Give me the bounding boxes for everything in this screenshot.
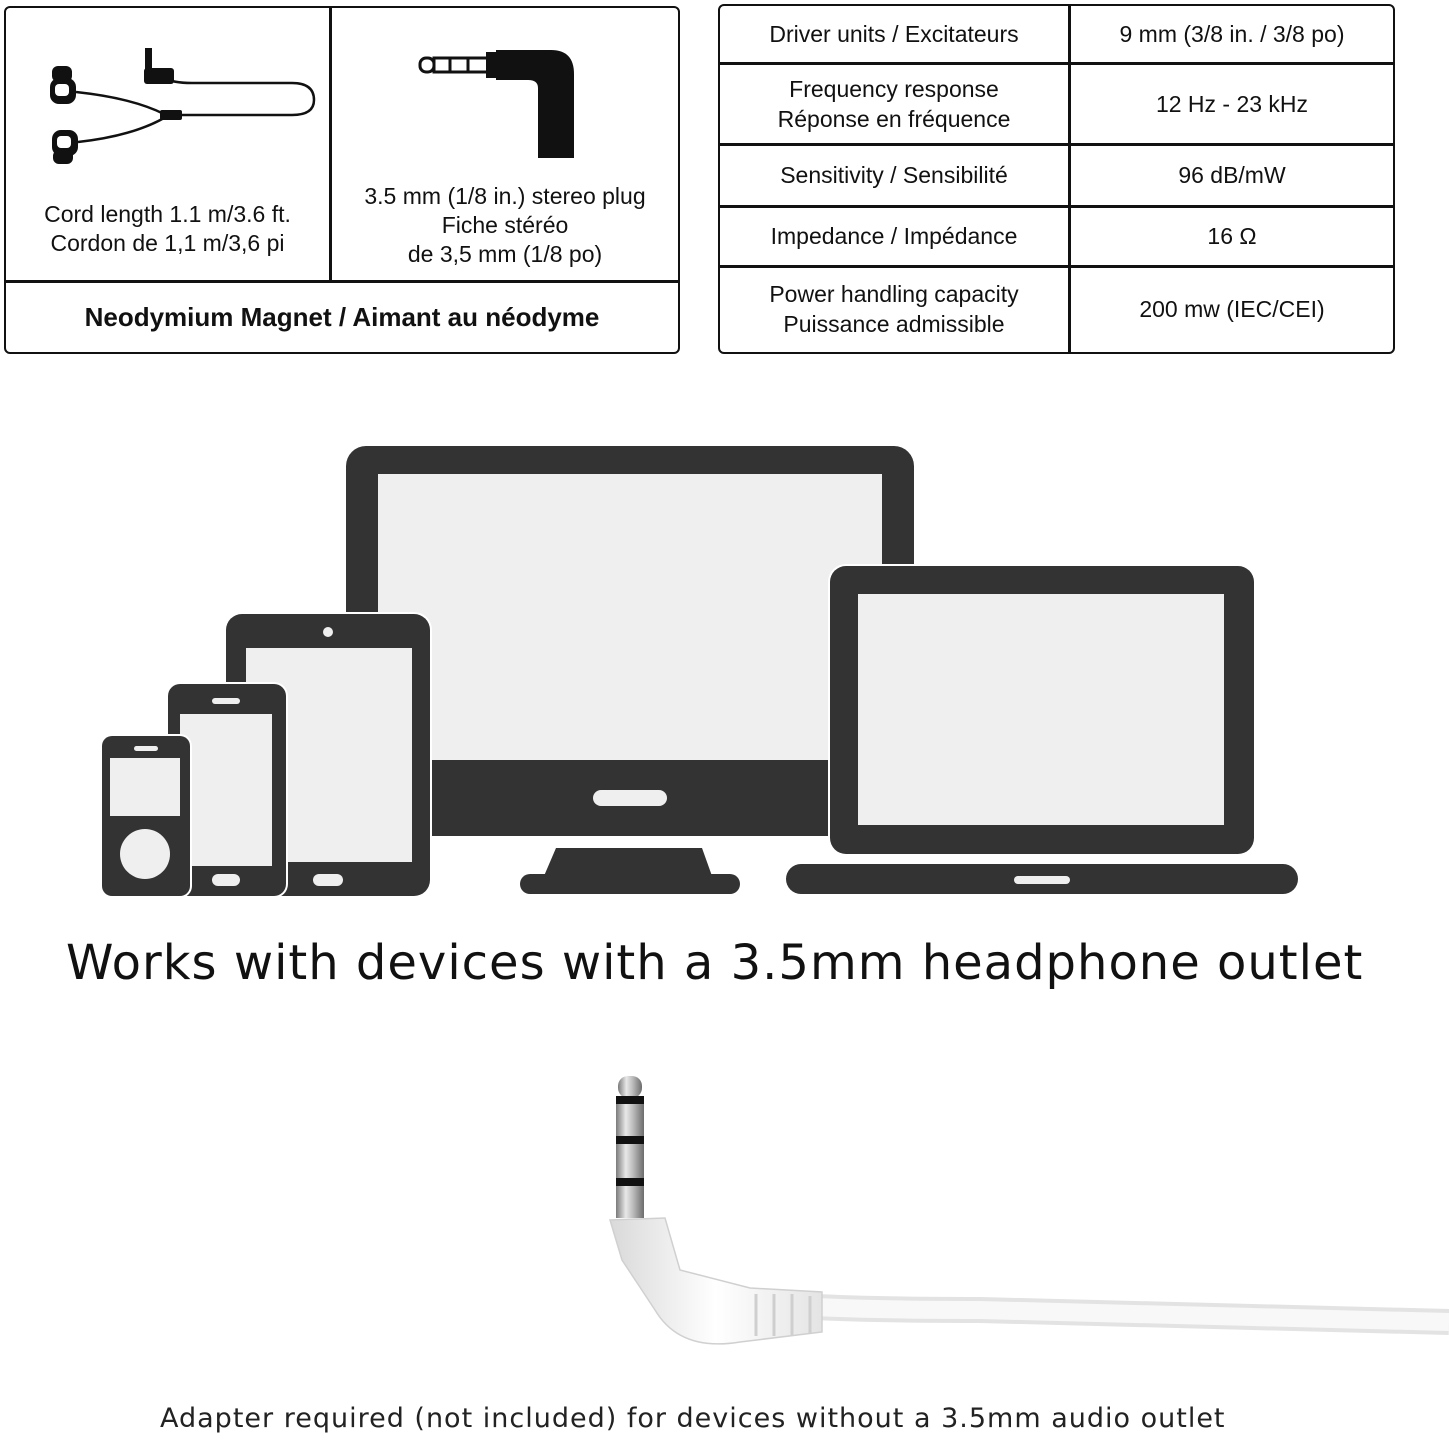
audio-jack-icon	[560, 1060, 1449, 1360]
media-player-icon	[100, 734, 192, 898]
compatibility-headline: Works with devices with a 3.5mm headphone outlet	[66, 935, 1364, 991]
cord-length-text	[6, 200, 329, 258]
spec-row	[720, 267, 1393, 351]
earbuds-icon	[42, 38, 322, 173]
stereo-plug-fr-2: de 3,5 mm (1/8 po)	[407, 241, 603, 267]
stereo-plug-en: 3.5 mm (1/8 in.) stereo plug	[364, 183, 646, 209]
spec-row	[720, 64, 1393, 143]
spec-row	[720, 145, 1393, 205]
spec-label-text: Puissance admissible	[783, 311, 1005, 337]
features-box	[4, 6, 680, 354]
spec-value: 16 Ω	[1207, 223, 1257, 249]
spec-label	[720, 64, 1068, 143]
spec-label	[720, 267, 1068, 351]
spec-row	[720, 6, 1393, 62]
spec-label	[720, 145, 1068, 205]
neodymium-magnet-label: Neodymium Magnet / Aimant au néodyme	[84, 301, 600, 332]
spec-label-text: Impedance / Impédance	[770, 223, 1018, 249]
angled-plug-icon	[416, 48, 576, 163]
cord-length-en: Cord length 1.1 m/3.6 ft.	[44, 201, 291, 227]
spec-label	[720, 207, 1068, 265]
stereo-plug-fr-1: Fiche stéréo	[441, 212, 569, 238]
spec-value: 96 dB/mW	[1178, 162, 1286, 188]
laptop-icon	[786, 564, 1298, 894]
adapter-note: Adapter required (not included) for devices without a 3.5mm audio outlet	[160, 1403, 1226, 1434]
spec-table	[718, 4, 1395, 354]
spec-label	[720, 6, 1068, 62]
spec-value: 9 mm (3/8 in. / 3/8 po)	[1119, 21, 1345, 47]
stereo-plug-text	[332, 182, 678, 269]
spec-value: 200 mw (IEC/CEI)	[1139, 296, 1325, 322]
spec-row	[720, 207, 1393, 265]
cord-length-fr: Cordon de 1,1 m/3,6 pi	[50, 230, 285, 256]
spec-label-text: Power handling capacity	[769, 281, 1019, 307]
spec-label-text: Sensitivity / Sensibilité	[780, 162, 1008, 188]
spec-label-text: Driver units / Excitateurs	[769, 21, 1019, 47]
spec-label-text: Réponse en fréquence	[777, 105, 1011, 132]
devices-illustration	[98, 444, 1298, 899]
spec-value: 12 Hz - 23 kHz	[1155, 90, 1309, 117]
spec-label-text: Frequency response	[789, 75, 999, 102]
